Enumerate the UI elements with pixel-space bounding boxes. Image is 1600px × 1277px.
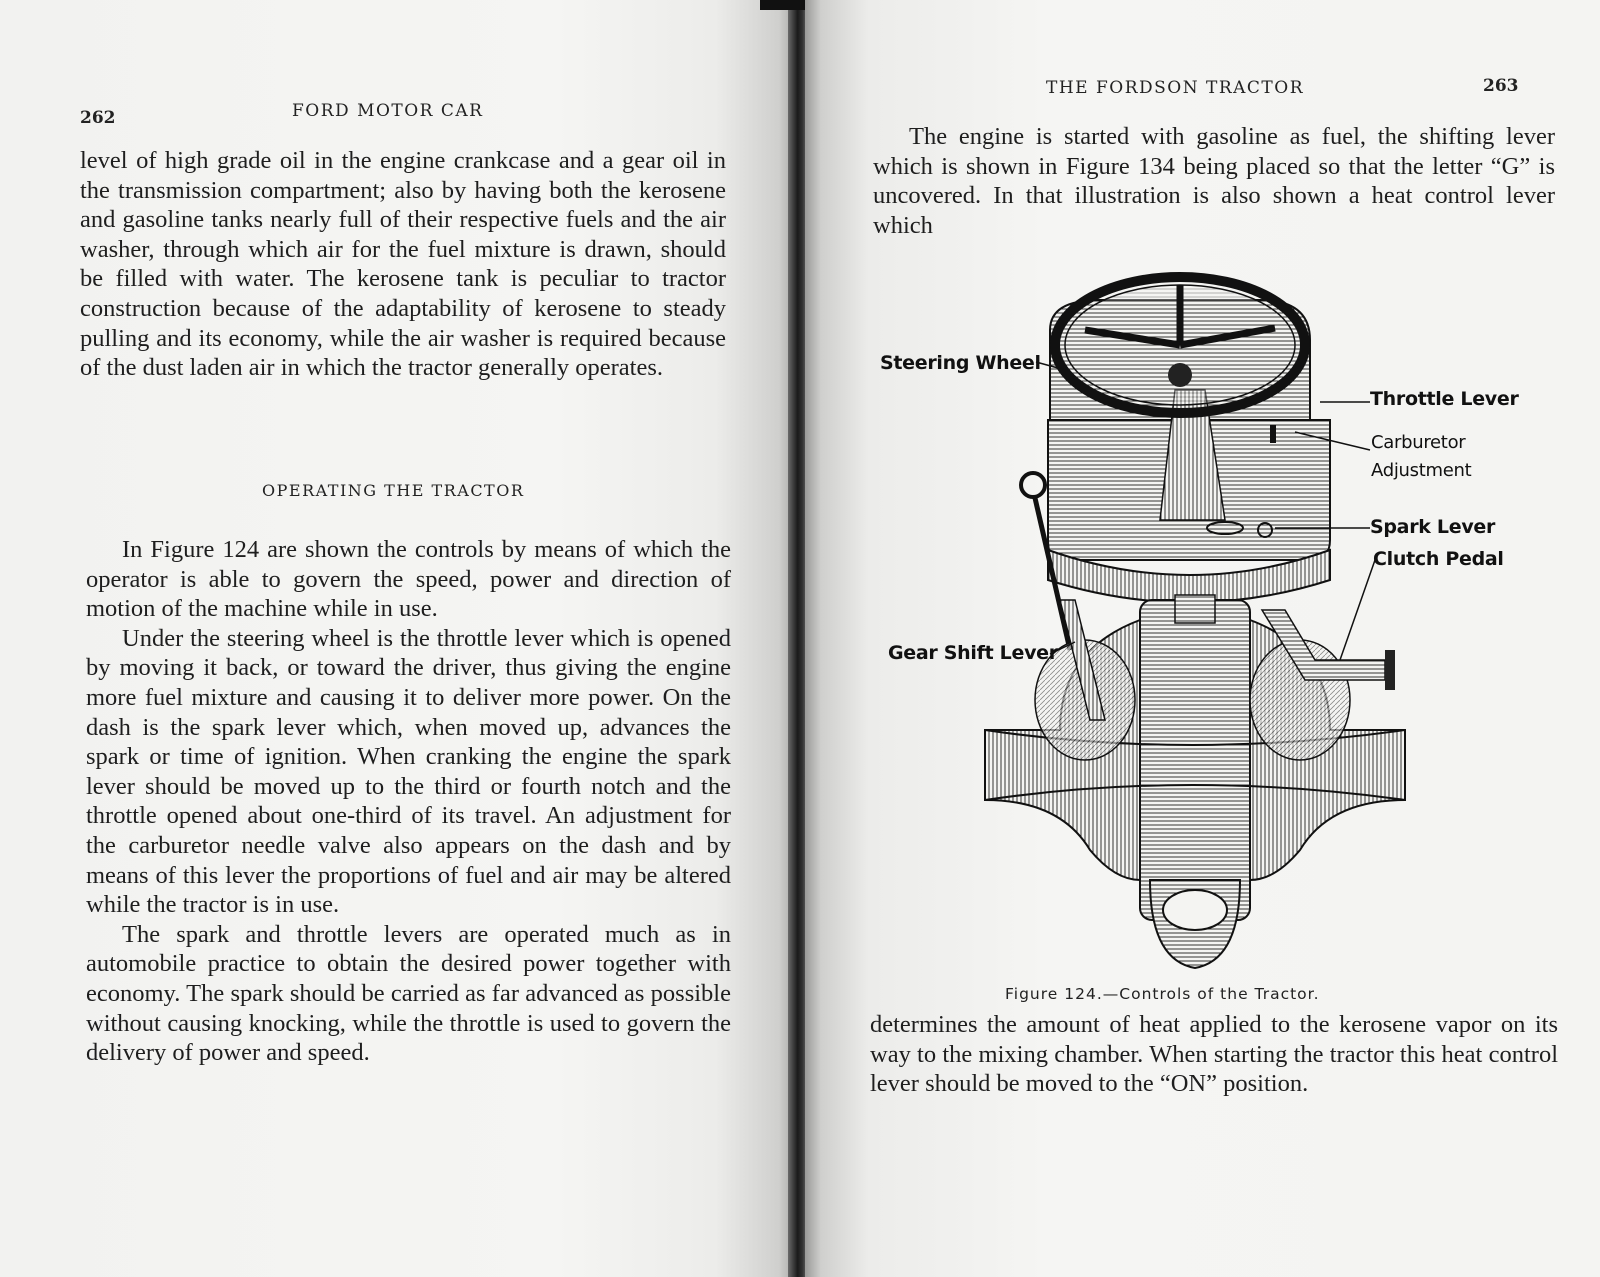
left-body-bottom [86, 535, 731, 1068]
clutch-pedal-leader [1340, 560, 1375, 660]
left-page [0, 0, 795, 1277]
label-throttle-lever: Throttle Lever [1370, 388, 1519, 410]
right-body-top [873, 122, 1555, 240]
page-number-right: 263 [1483, 76, 1519, 96]
label-adjustment: Adjustment [1371, 460, 1472, 481]
right-body-bottom [870, 1010, 1558, 1099]
running-head-right: THE FORDSON TRACTOR [1046, 78, 1304, 98]
label-gear-shift-lever: Gear Shift Lever [888, 642, 1058, 664]
section-heading: OPERATING THE TRACTOR [262, 481, 525, 500]
paragraph: determines the amount of heat applied to the kerosene vapor on its way to the mixing chamber. When starting the tractor this heat control lever should be moved to the “ON” position. [870, 1011, 1558, 1098]
tractor-controls-illustration [860, 270, 1500, 980]
paragraph: The spark and throttle levers are operated much as in automobile practice to obtain the desired power together with economy. The spark should be carried as far advanced as possible without causing knocking, while the throttle is used to govern the delivery of power and speed. [86, 920, 731, 1067]
transmission-housing [1140, 600, 1250, 920]
paragraph: Under the steering wheel is the throttle lever which is opened by moving it back, or toward the driver, thus giving the engine more fuel mixture and causing it to deliver more power. On the dash is the spark lever which, when moved up, advances the spark or time of ignition. When cranking the engine the spark lever should be moved up to the third or fourth notch and the throttle opened about one-third of its travel. An adjustment for the carburetor needle valve also appears on the dash and by means of this lever the proportions of fuel and air may be altered while the tractor is in use. [86, 624, 731, 919]
label-carburetor: Carburetor [1371, 432, 1466, 453]
gutter-shadow [760, 0, 810, 10]
wheel-hub [1168, 363, 1192, 387]
paragraph: level of high grade oil in the engine crankcase and a gear oil in the transmission compartment; also by having both the kerosene and gasoline tanks nearly full of their respective fuels and the air washer, through which air for the fuel mixture is drawn, should be filled with water. The kerosene tank is peculiar to tractor construction because of the adaptability of kerosene to steady pulling and its economy, while the air washer is required because of the dust laden air in which the tractor generally operates. [80, 147, 726, 382]
label-clutch-pedal: Clutch Pedal [1373, 548, 1504, 570]
left-body-top [80, 146, 726, 383]
paragraph: In Figure 124 are shown the controls by means of which the operator is able to govern the speed, power and direction of motion of the machine while in use. [86, 536, 731, 623]
carburetor-adjustment-part [1270, 425, 1276, 443]
crank-ring [1021, 473, 1045, 497]
running-head-left: FORD MOTOR CAR [292, 101, 484, 121]
figure-caption: Figure 124.—Controls of the Tractor. [1005, 985, 1320, 1003]
label-steering-wheel: Steering Wheel [880, 352, 1041, 374]
paragraph: The engine is started with gasoline as fuel, the shifting lever which is shown in Figure 134 being placed so that the letter “G” is uncovered. In that illustration is also shown a heat control lever which [873, 123, 1555, 239]
page-number-left: 262 [80, 108, 116, 128]
label-spark-lever: Spark Lever [1370, 516, 1496, 538]
